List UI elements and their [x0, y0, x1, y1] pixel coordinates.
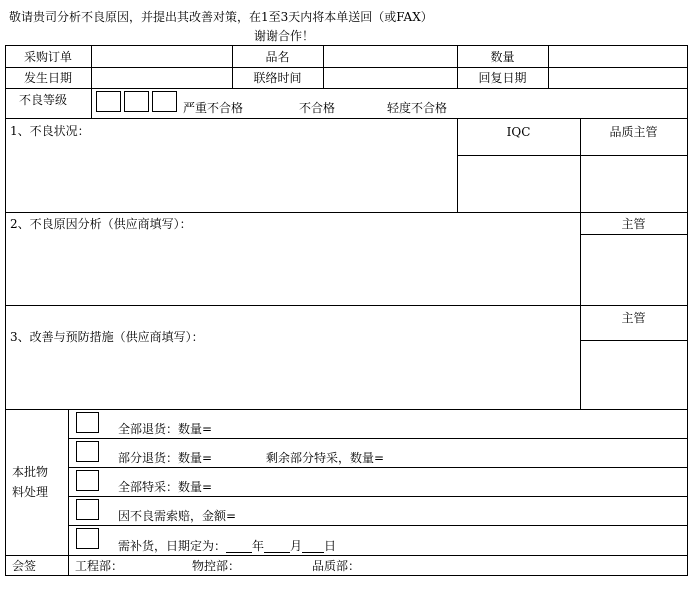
signoff-label: 会签	[12, 559, 37, 573]
col-line	[323, 45, 324, 88]
year-blank[interactable]	[226, 540, 252, 553]
quality-label: 品质部：	[312, 559, 361, 573]
row-line	[5, 88, 688, 89]
handling-option-2b: 剩余部分特采，数量=	[266, 451, 385, 465]
row-line	[5, 555, 688, 556]
day-label: 日	[324, 539, 337, 553]
col-line	[548, 45, 549, 88]
material-control-label: 物控部：	[192, 559, 241, 573]
handling-option-2a: 部分退货：数量=	[118, 451, 213, 465]
year-label: 年	[252, 539, 265, 553]
reply-date-label: 回复日期	[478, 71, 527, 85]
supervisor-label-1: 主管	[621, 217, 646, 231]
grade-checkbox-1[interactable]	[96, 91, 121, 112]
row-line	[580, 234, 688, 235]
row-line	[5, 118, 688, 119]
handling-label-1: 本批物	[12, 465, 49, 479]
cause-analysis-label: 2、不良原因分析（供应商填写）：	[10, 217, 192, 231]
day-blank[interactable]	[302, 540, 324, 553]
row-line	[457, 155, 688, 156]
month-label: 月	[290, 539, 303, 553]
row-line	[68, 438, 688, 439]
grade-severe: 严重不合格	[183, 101, 244, 115]
handling-option-3: 全部特采：数量=	[118, 480, 213, 494]
prevention-label: 3、改善与预防措施（供应商填写）：	[10, 330, 204, 344]
border-bottom	[5, 575, 688, 576]
thanks-text: 谢谢合作！	[254, 29, 315, 43]
qa-supervisor-label: 品质主管	[609, 125, 658, 139]
engineering-label: 工程部：	[75, 559, 124, 573]
month-blank[interactable]	[264, 540, 290, 553]
grade-checkbox-3[interactable]	[152, 91, 177, 112]
grade-checkbox-2[interactable]	[124, 91, 149, 112]
row-line	[5, 305, 688, 306]
handling-label-2: 料处理	[12, 485, 49, 499]
handling-checkbox-2[interactable]	[76, 441, 99, 462]
row-line	[5, 67, 688, 68]
supervisor-label-2: 主管	[621, 311, 646, 325]
row-line	[68, 467, 688, 468]
defect-status-label: 1、不良状况：	[10, 124, 90, 138]
handling-option-1: 全部退货：数量=	[118, 422, 213, 436]
qty-label: 数量	[490, 50, 515, 64]
handling-checkbox-1[interactable]	[76, 412, 99, 433]
contact-time-label: 联络时间	[253, 71, 302, 85]
product-label: 品名	[265, 50, 290, 64]
notice-text: 敬请贵司分析不良原因，并提出其改善对策，在1至3天内将本单送回（或FAX）	[9, 10, 433, 24]
row-line	[5, 212, 688, 213]
col-line	[91, 45, 92, 118]
row-line	[580, 340, 688, 341]
row-line	[5, 409, 688, 410]
handling-checkbox-4[interactable]	[76, 499, 99, 520]
row-line	[68, 525, 688, 526]
handling-checkbox-5[interactable]	[76, 528, 99, 549]
col-line	[68, 409, 69, 576]
border-top	[5, 45, 688, 46]
col-line	[580, 118, 581, 410]
border-left	[5, 45, 6, 576]
handling-checkbox-3[interactable]	[76, 470, 99, 491]
handling-option-4: 因不良需索赔，金额=	[118, 509, 237, 523]
date-label: 发生日期	[23, 71, 72, 85]
iqc-label: IQC	[506, 125, 531, 139]
po-label: 采购订单	[23, 50, 72, 64]
grade-fail: 不合格	[299, 101, 336, 115]
restock-prefix: 需补货，日期定为：	[118, 539, 227, 553]
grade-label: 不良等级	[19, 93, 68, 107]
grade-minor: 轻度不合格	[387, 101, 448, 115]
handling-option-5	[118, 539, 336, 553]
row-line	[68, 496, 688, 497]
